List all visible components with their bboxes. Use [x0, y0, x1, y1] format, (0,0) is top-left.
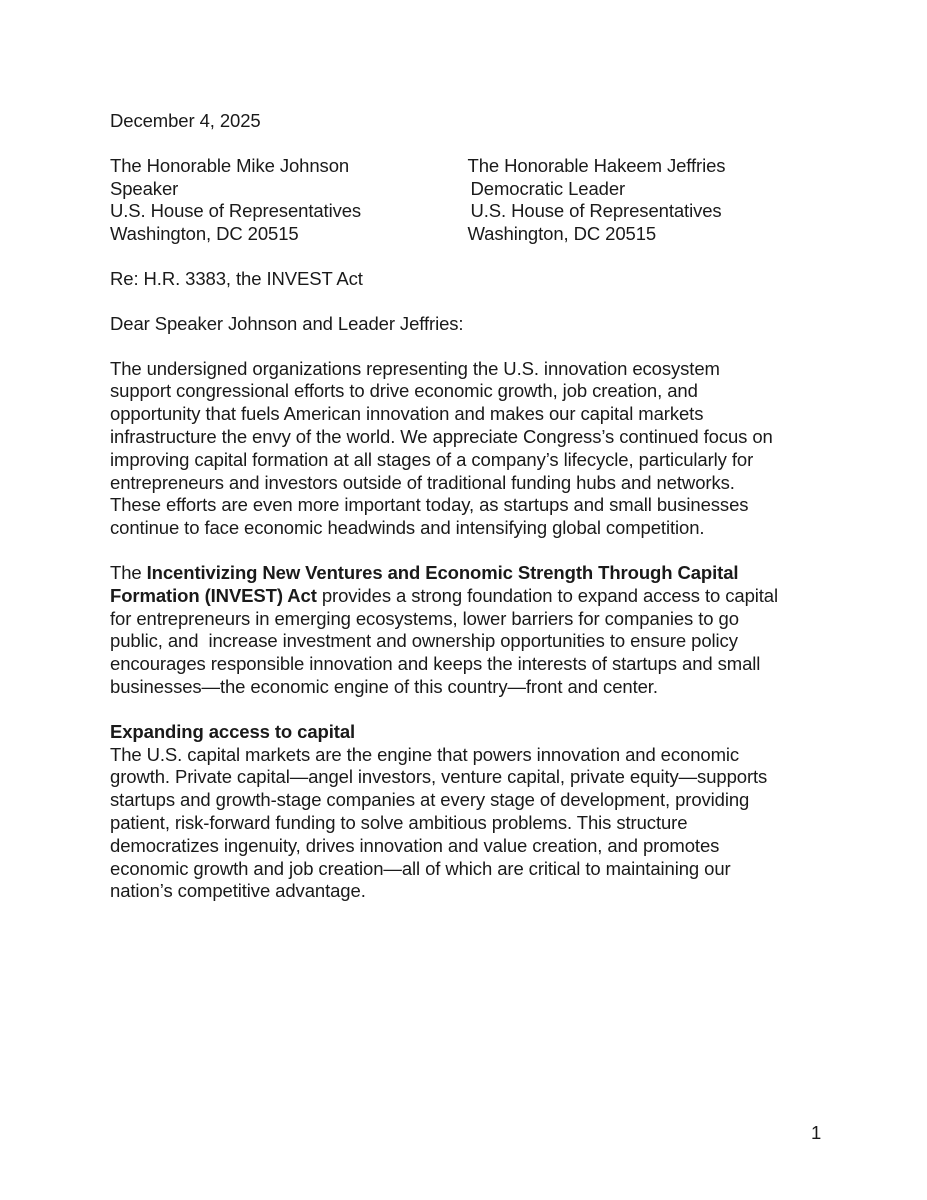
paragraph-line: infrastructure the envy of the world. We appreciate Congress’s continued focus on [110, 425, 773, 447]
recipient-office: U.S. House of Representatives [470, 200, 722, 222]
paragraph-line: The U.S. capital markets are the engine that powers innovation and economic [110, 743, 740, 765]
paragraph-line: opportunity that fuels American innovation and makes our capital markets [110, 403, 704, 425]
recipient-name: The Honorable Hakeem Jeffries [467, 154, 726, 176]
act-name-bold: Incentivizing New Ventures and Economic Strength Through Capital [146, 561, 739, 583]
paragraph-line: The undersigned organizations representing the U.S. innovation ecosystem [110, 357, 720, 379]
paragraph-line: for entrepreneurs in emerging ecosystems, lower barriers for companies to go [110, 607, 739, 629]
recipient-name: The Honorable Mike Johnson [110, 154, 350, 176]
section-expanding-access [110, 721, 825, 903]
paragraph-line: growth. Private capital—angel investors, venture capital, private equity—supports [110, 766, 768, 788]
act-name-bold: Formation (INVEST) Act [110, 584, 317, 606]
page-number: 1 [811, 1122, 822, 1143]
paragraph-line: patient, risk-forward funding to solve ambitious problems. This structure [110, 811, 688, 833]
recipient-office: U.S. House of Representatives [110, 200, 362, 222]
recipient-city: Washington, DC 20515 [110, 223, 299, 245]
salutation: Dear Speaker Johnson and Leader Jeffries: [110, 312, 464, 334]
paragraph-line: support congressional efforts to drive economic growth, job creation, and [110, 380, 698, 402]
paragraph-line [110, 585, 825, 608]
paragraph-line: improving capital formation at all stages of a company’s lifecycle, particularly for [110, 448, 754, 470]
paragraph-line: encourages responsible innovation and keeps the interests of startups and small [110, 653, 761, 675]
recipient-address-speaker [110, 155, 468, 246]
paragraph-line: democratizes ingenuity, drives innovation and value creation, and promotes [110, 834, 720, 856]
paragraph-line: nation’s competitive advantage. [110, 880, 366, 902]
recipient-title: Speaker [110, 177, 179, 199]
text-run: The [110, 561, 147, 583]
re-line: Re: H.R. 3383, the INVEST Act [110, 267, 363, 289]
paragraph-line: These efforts are even more important today, as startups and small businesses [110, 494, 749, 516]
paragraph-line: continue to face economic headwinds and intensifying global competition. [110, 517, 705, 539]
section-heading: Expanding access to capital [110, 720, 356, 742]
paragraph-line: economic growth and job creation—all of which are critical to maintaining our [110, 857, 731, 879]
paragraph-line: startups and growth-stage companies at every stage of development, providing [110, 789, 750, 811]
recipient-address-leader [468, 155, 826, 246]
letter-body [110, 110, 825, 903]
paragraph-line: businesses—the economic engine of this country—front and center. [110, 675, 658, 697]
letter-date: December 4, 2025 [110, 110, 261, 131]
recipient-city: Washington, DC 20515 [467, 223, 657, 245]
paragraph-line: public, and increase investment and ownership opportunities to ensure policy [110, 630, 738, 652]
paragraph-line: entrepreneurs and investors outside of traditional funding hubs and networks. [110, 471, 735, 493]
recipient-addresses [110, 155, 825, 246]
text-run: provides a strong foundation to expand access to capital [316, 584, 779, 606]
paragraph-intro [110, 358, 825, 540]
paragraph-invest-act [110, 562, 825, 699]
paragraph-line [110, 562, 825, 585]
recipient-title: Democratic Leader [470, 177, 626, 199]
